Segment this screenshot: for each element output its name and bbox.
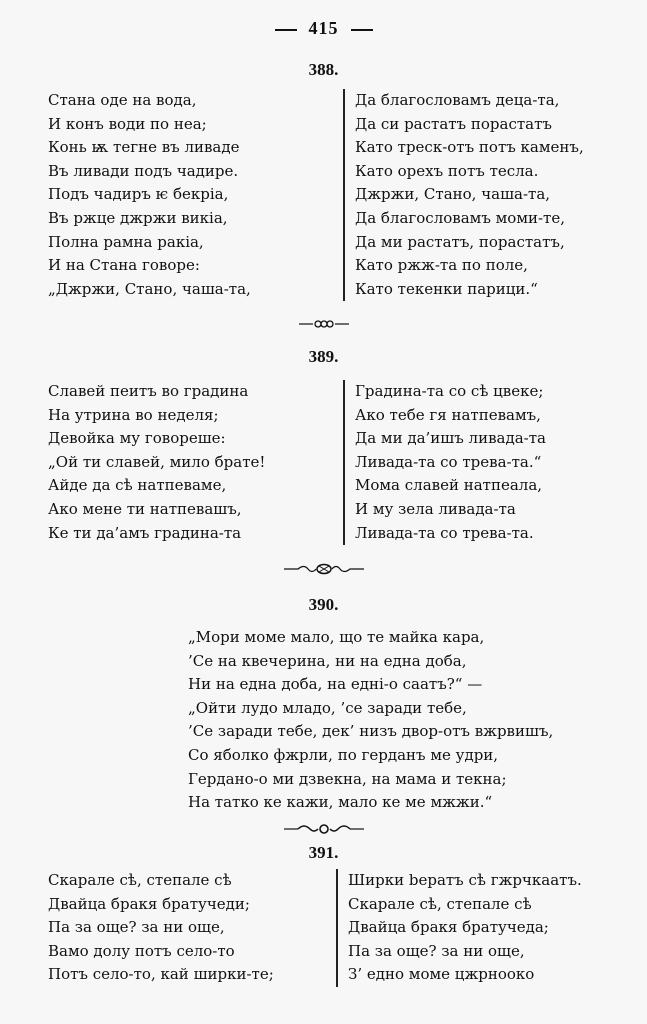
verse-line: Па за още? за ни още,	[348, 941, 525, 960]
verse-line: Скарале сѣ, степале сѣ	[348, 894, 532, 913]
verse-line: Ливада-та со трева-та.“	[355, 452, 542, 471]
verse-line: „Ойти лудо младо, ’се заради тебе,	[188, 698, 467, 717]
verse-line: На утрина во неделя;	[48, 405, 219, 424]
page-number: 415	[308, 18, 339, 38]
verse-line: Ширки beратъ сѣ гжрчкаатъ.	[348, 871, 582, 889]
verse-line: „Мори моме мало, що те майка кара,	[188, 628, 485, 646]
verse-line: Конь ѭ тегне въ ливаде	[48, 138, 240, 157]
header-dash-right	[351, 29, 373, 31]
verse-line: Като текенки парици.“	[355, 279, 538, 298]
verse-line: Ливада-та со трева-та.	[355, 523, 534, 542]
verse-line: Скарале сѣ, степале сѣ	[48, 871, 232, 889]
song-391-left-column	[48, 869, 274, 987]
verse-line: Двайца бракя братучеди;	[48, 894, 250, 913]
verse-line: Двайца бракя братучеда;	[348, 918, 549, 937]
song-388-right-column	[343, 89, 584, 301]
verse-line: Мома славей натпеала,	[355, 476, 543, 495]
verse-line: Славей пеитъ во градина	[48, 382, 249, 400]
verse-line: И конъ води по неа;	[48, 114, 207, 133]
verse-line: Па за още? за ни още,	[48, 918, 225, 937]
verse-line: Да благословамъ деца-та,	[355, 91, 560, 109]
page-number-header	[0, 18, 647, 39]
song-number: 391.	[308, 843, 339, 862]
verse-line: Да благословамъ моми-те,	[355, 208, 565, 227]
verse-line: Вамо долу потъ село-то	[48, 941, 235, 960]
verse-line: Айде да сѣ натпеваме,	[48, 476, 227, 495]
verse-line: „Джржи, Стано, чаша-та,	[48, 279, 251, 298]
verse-line: Потъ село-то, кай ширки-те;	[48, 965, 274, 984]
verse-line: Да си растатъ порастатъ	[355, 114, 552, 133]
song-391-right-column	[336, 869, 582, 987]
verse-line: Въ ливади подъ чадире.	[48, 161, 239, 180]
verse-line: Градина-та со сѣ цвеке;	[355, 382, 544, 400]
verse-line: Като треск-отъ потъ каменъ,	[355, 138, 584, 157]
song-390-verse	[188, 626, 553, 815]
song-number: 389.	[308, 347, 339, 366]
verse-line: И на Стана говоре:	[48, 256, 200, 275]
verse-line: На татко ке кажи, мало ке ме мжжи.“	[188, 793, 493, 812]
verse-line: „Ой ти славей, мило брате!	[48, 452, 266, 471]
verse-line: Подъ чадиръ ѥ бекріа,	[48, 185, 229, 204]
verse-line: Гердано-о ми дзвекна, на мама и текна;	[188, 769, 507, 788]
verse-line: Ке ти да’амъ градина-та	[48, 523, 242, 542]
ornament-divider-icon	[0, 820, 647, 832]
verse-line: З’ едно моме цжрнооко	[348, 965, 535, 984]
ornament-divider-icon	[0, 314, 647, 326]
song-389-right-column	[343, 380, 546, 545]
verse-line: ’Се на квечерина, ни на една доба,	[188, 651, 467, 670]
verse-line: Полна рамна ракіа,	[48, 232, 204, 251]
header-dash-left	[275, 29, 297, 31]
song-number: 390.	[308, 595, 339, 614]
verse-line: Ни на една доба, на едні-о саатъ?“ —	[188, 675, 483, 694]
verse-line: Со яболко фжрли, по герданъ ме удри,	[188, 745, 499, 764]
verse-line: Като орехъ потъ тесла.	[355, 161, 539, 180]
verse-line: Ако мене ти натпевашъ,	[48, 499, 242, 518]
verse-line: Да ми растатъ, порастатъ,	[355, 232, 565, 251]
verse-line: Стана оде на вода,	[48, 91, 197, 109]
verse-line: Девойка му говореше:	[48, 429, 226, 448]
verse-line: Въ ржце джржи викіа,	[48, 208, 228, 227]
verse-line: Ако тебе гя натпевамъ,	[355, 405, 541, 424]
verse-line: И му зела ливада-та	[355, 499, 516, 518]
song-389-left-column	[48, 380, 265, 545]
verse-line: Джржи, Стано, чаша-та,	[355, 185, 551, 204]
verse-line: Като ржж-та по поле,	[355, 256, 528, 275]
song-number: 388.	[308, 60, 339, 79]
verse-line: Да ми да’ишъ ливада-та	[355, 429, 546, 448]
ornament-divider-icon	[0, 560, 647, 572]
song-388-left-column	[48, 89, 251, 301]
verse-line: ’Се заради тебе, дек’ низъ двор-отъ вжрвишъ,	[188, 722, 554, 741]
